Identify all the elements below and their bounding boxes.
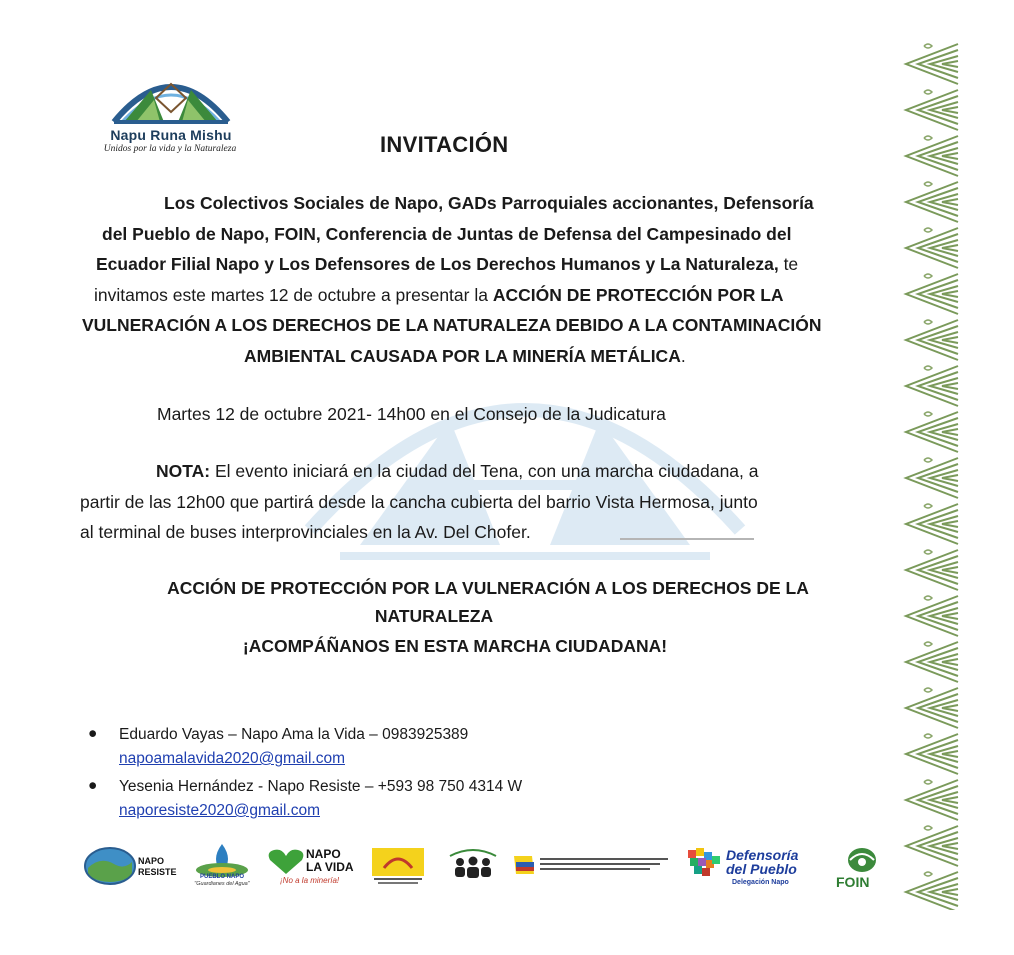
napo-resiste-logo: [84, 846, 136, 886]
org-tagline: Unidos por la vida y la Naturaleza: [103, 144, 237, 154]
intro-line-3-tail: te: [778, 254, 799, 274]
pueblo-napo-label: PUEBLO NAPO: [199, 874, 244, 880]
intro-line-3-bold: Ecuador Filial Napo y Los Defensores de Los Derechos Humanos y La Naturaleza,: [96, 254, 779, 274]
defensoria-tagline: Delegación Napo: [732, 879, 789, 886]
intro-line-6-bold: AMBIENTAL CAUSADA POR LA MINERÍA METÁLICA: [244, 345, 681, 366]
consejo-defensa-logo: [512, 852, 672, 876]
napo-resiste-label-1: NAPO: [138, 856, 165, 866]
napo-la-vida-label-1: NAPO: [306, 847, 341, 861]
event-datetime: Martes 12 de octubre 2021- 14h00 en el Consejo de la Judicatura: [157, 404, 666, 424]
foin-emblem-icon: [840, 846, 884, 874]
closing-call-to-action: ¡ACOMPÁÑANOS EN ESTA MARCHA CIUDADANA!: [242, 636, 668, 656]
decorative-border: [898, 40, 968, 910]
intro-line-6: [80, 341, 886, 372]
divider-line: [620, 538, 754, 540]
defensoria-label-2: del Pueblo: [726, 861, 797, 877]
green-heart-icon: [266, 848, 306, 876]
closing-line-1: ACCIÓN DE PROTECCIÓN POR LA VULNERACIÓN A LOS DERECHOS DE LA: [167, 578, 809, 598]
page-title: INVITACIÓN: [380, 132, 509, 157]
contact-2-text: Yesenia Hernández - Napo Resiste – +593 98 750 4314 W: [119, 778, 523, 795]
napo-la-vida-label: [306, 848, 354, 874]
closing-line-2: NATURALEZA: [374, 606, 494, 626]
yellow-emblem-logo: [370, 846, 426, 886]
napo-la-vida-label-2: LA VIDA: [306, 860, 354, 874]
intro-line-1: Los Colectivos Sociales de Napo, GADs Parroquiales accionantes, Defensoría: [164, 193, 814, 213]
nota-line-1: [80, 456, 896, 487]
nota-line-3: al terminal de buses interprovinciales en la Av. Del Chofer.: [80, 522, 531, 542]
intro-paragraph: [80, 188, 886, 371]
napo-resiste-label-2: RESISTE: [138, 867, 177, 877]
intro-line-3: [80, 249, 886, 280]
intro-line-4: [80, 280, 886, 311]
napo-resiste-label: [138, 856, 177, 878]
ecuador-map-mosaic-icon: [684, 846, 724, 884]
defensoria-label: [726, 848, 798, 876]
intro-line-4-plain: invitamos este martes 12 de octubre a presentar la: [94, 284, 493, 305]
bullet-icon: ●: [88, 725, 98, 742]
napo-la-vida-tagline: ¡No a la minería!: [280, 876, 340, 885]
org-name: Napu Runa Mishu: [110, 127, 232, 143]
nota-label: NOTA:: [156, 461, 211, 481]
earth-icon: [84, 846, 136, 886]
closing-heading: [80, 574, 896, 630]
intro-line-5: VULNERACIÓN A LOS DERECHOS DE LA NATURALEZA DEBIDO A LA CONTAMINACIÓN: [82, 315, 822, 335]
contact-2-email-link[interactable]: naporesiste2020@gmail.com: [119, 802, 320, 819]
bullet-icon: ●: [88, 777, 98, 794]
water-drop-icon: [192, 842, 252, 878]
defensoria-label-1: Defensoría: [726, 847, 799, 863]
intro-line-4-bold: ACCIÓN DE PROTECCIÓN POR LA: [492, 284, 784, 305]
nota-paragraph: [80, 456, 896, 548]
people-group-logo: [446, 846, 500, 882]
nota-line-1-text: El evento iniciará en la ciudad del Tena, con una marcha ciudadana, a: [210, 461, 759, 481]
foin-label: FOIN: [836, 874, 870, 890]
contact-1-text: Eduardo Vayas – Napo Ama la Vida – 0983925389: [119, 726, 469, 743]
contact-1-email-link[interactable]: napoamalavida2020@gmail.com: [119, 750, 345, 767]
intro-line-2: del Pueblo de Napo, FOIN, Conferencia de Juntas de Defensa del Campesinado del: [102, 223, 792, 244]
pueblo-napo-tagline: "Guardianes del Agua": [194, 881, 250, 887]
intro-line-6-tail: .: [680, 345, 686, 366]
nota-line-2: partir de las 12h00 que partirá desde la cancha cubierta del barrio Vista Hermosa, junto: [80, 491, 758, 512]
